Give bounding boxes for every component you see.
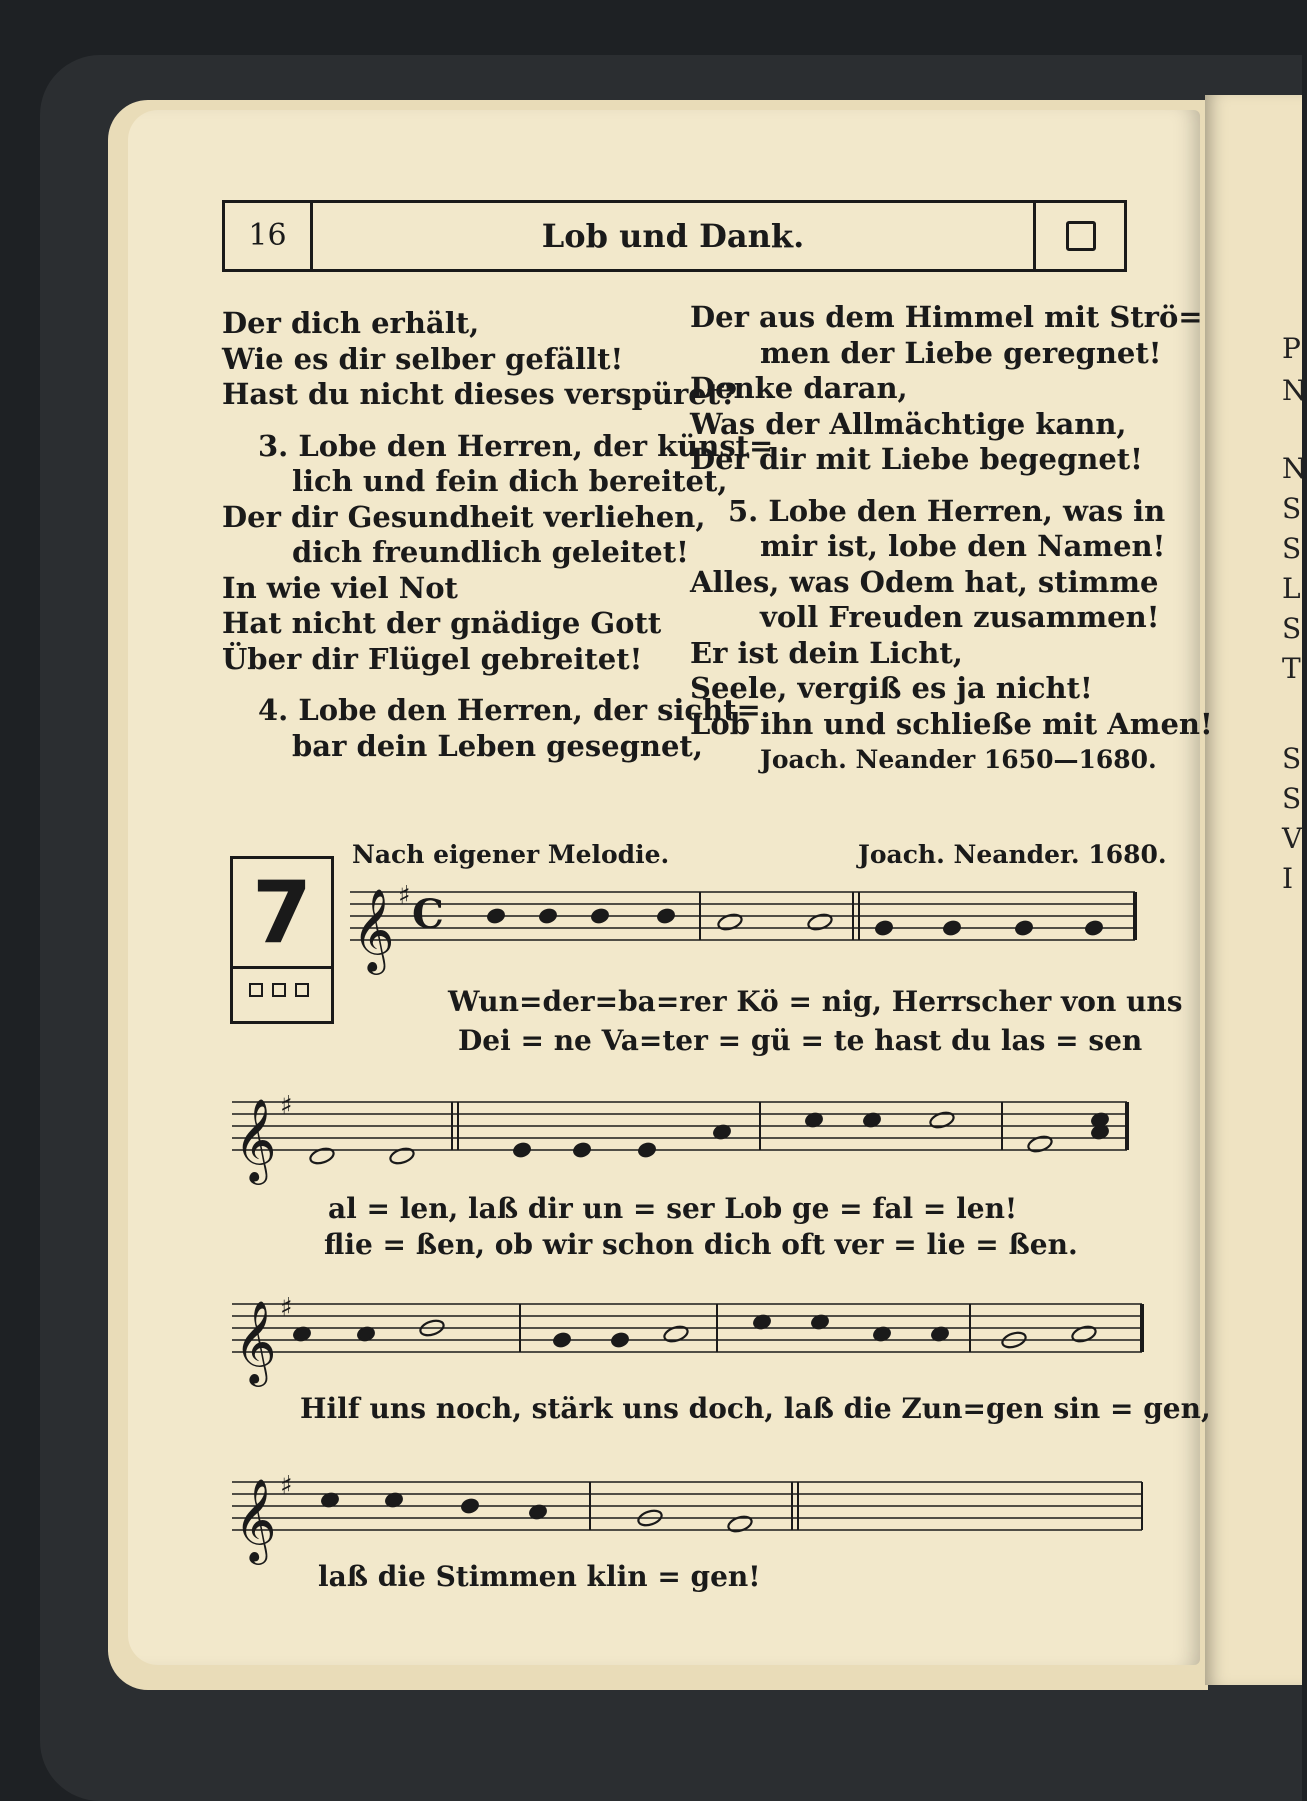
verse-line: Hast du nicht dieses verspüret?	[222, 377, 738, 411]
sharp-icon: ♯	[398, 881, 411, 911]
treble-clef-icon: 𝄞	[234, 1299, 277, 1383]
hymn-number-box	[230, 856, 334, 1024]
sharp-icon: ♯	[280, 1471, 293, 1501]
treble-clef-icon: 𝄞	[234, 1097, 277, 1181]
note-head	[487, 908, 506, 924]
verse-line: Der dir mit Liebe begegnet!	[690, 442, 1143, 476]
page-title: Lob und Dank.	[541, 217, 805, 255]
hymn-number: 7	[252, 863, 312, 963]
next-page-glyph: P	[1282, 332, 1301, 365]
note-head	[591, 908, 610, 924]
next-page-glyph: S	[1282, 742, 1302, 775]
treble-clef-icon: 𝄞	[234, 1477, 277, 1561]
note-head	[638, 1142, 657, 1158]
note-head	[663, 1324, 690, 1344]
verse-line: dich freundlich geleitet!	[292, 535, 689, 569]
next-page-glyph: S	[1282, 532, 1302, 565]
right-verse-column	[690, 300, 1213, 778]
next-page-glyph: N	[1282, 452, 1307, 485]
verse-line: Er ist dein Licht,	[690, 635, 963, 670]
treble-clef-icon: 𝄞	[352, 887, 395, 971]
note-head	[1015, 920, 1034, 936]
lyric-line: al = len, laß dir un = ser Lob ge = fal = len!	[328, 1192, 1018, 1225]
music-staff-1	[350, 880, 1140, 990]
note-head	[1027, 1134, 1054, 1154]
verse-line: Alles, was Odem hat, stimme	[690, 564, 1159, 599]
next-page-glyph: S	[1282, 612, 1302, 645]
verse-line: lich und fein dich bereitet,	[292, 464, 728, 498]
verse-line: Der dir Gesundheit verliehen,	[222, 499, 706, 534]
verse-line: bar dein Leben gesegnet,	[292, 728, 703, 763]
next-page-glyph: T	[1282, 652, 1301, 685]
author-credit: Joach. Neander 1650—1680.	[760, 745, 1157, 774]
verse-line: Denke daran,	[690, 371, 908, 405]
note-head	[1085, 920, 1104, 936]
note-head	[461, 1498, 480, 1514]
next-page-glyph: I	[1282, 862, 1294, 895]
note-head	[553, 1332, 572, 1348]
next-page-glyph: V	[1282, 822, 1303, 855]
note-head	[611, 1332, 630, 1348]
verse-line: Lob ihn und schließe mit Amen!	[690, 706, 1213, 741]
lyric-line: laß die Stimmen klin = gen!	[318, 1560, 761, 1593]
note-head	[1071, 1324, 1098, 1344]
time-signature: C	[412, 891, 444, 938]
next-page-glyph: S	[1282, 492, 1302, 525]
note-head	[513, 1142, 532, 1158]
next-page-glyph: S	[1282, 782, 1302, 815]
verse-line: Der dich erhält,	[222, 306, 480, 340]
lyric-line: Hilf uns noch, stärk uns doch, laß die Zun=gen sin = gen,	[300, 1392, 1211, 1425]
next-page-glyph: L	[1282, 572, 1301, 605]
melody-note: Nach eigener Melodie.	[352, 840, 670, 869]
verse-line: Wie es dir selber gefällt!	[222, 341, 624, 376]
verse-line: men der Liebe geregnet!	[760, 335, 1162, 370]
note-head	[539, 908, 558, 924]
verse-line: 4. Lobe den Herren, der sicht=	[258, 693, 761, 727]
verse-line: Über dir Flügel gebreitet!	[222, 641, 643, 676]
note-head	[943, 920, 962, 936]
note-head	[929, 1110, 956, 1130]
header-box-icon	[1033, 203, 1124, 269]
lyric-line: flie = ßen, ob wir schon dich oft ver = lie = ßen.	[324, 1228, 1078, 1261]
sharp-icon: ♯	[280, 1091, 293, 1121]
note-head	[657, 908, 676, 924]
verse-line: voll Freuden zusammen!	[760, 600, 1160, 634]
note-head	[727, 1514, 754, 1534]
verse-line: 5. Lobe den Herren, was in	[728, 493, 1166, 528]
note-head	[807, 912, 834, 932]
note-head	[389, 1146, 416, 1166]
composer-credit: Joach. Neander. 1680.	[858, 840, 1167, 869]
next-page-glyph: N	[1282, 374, 1307, 407]
page-number: 16	[225, 203, 313, 269]
note-head	[717, 912, 744, 932]
note-head	[573, 1142, 592, 1158]
verse-line: Seele, vergiß es ja nicht!	[690, 671, 1093, 705]
verse-line: 3. Lobe den Herren, der künst=	[258, 428, 774, 463]
verse-line: Der aus dem Himmel mit Strö=	[690, 300, 1203, 334]
note-head	[309, 1146, 336, 1166]
sharp-icon: ♯	[280, 1293, 293, 1323]
verse-line: mir ist, lobe den Namen!	[760, 529, 1166, 563]
verse-line: In wie viel Not	[222, 570, 458, 605]
lyric-line: Dei = ne Va=ter = gü = te hast du las = sen	[458, 1024, 1143, 1057]
lyric-line: Wun=der=ba=rer Kö = nig, Herrscher von uns	[448, 985, 1183, 1018]
page-header	[222, 200, 1127, 272]
verse-line: Was der Allmächtige kann,	[690, 406, 1127, 441]
note-head	[875, 920, 894, 936]
verse-line: Hat nicht der gnädige Gott	[222, 606, 662, 640]
